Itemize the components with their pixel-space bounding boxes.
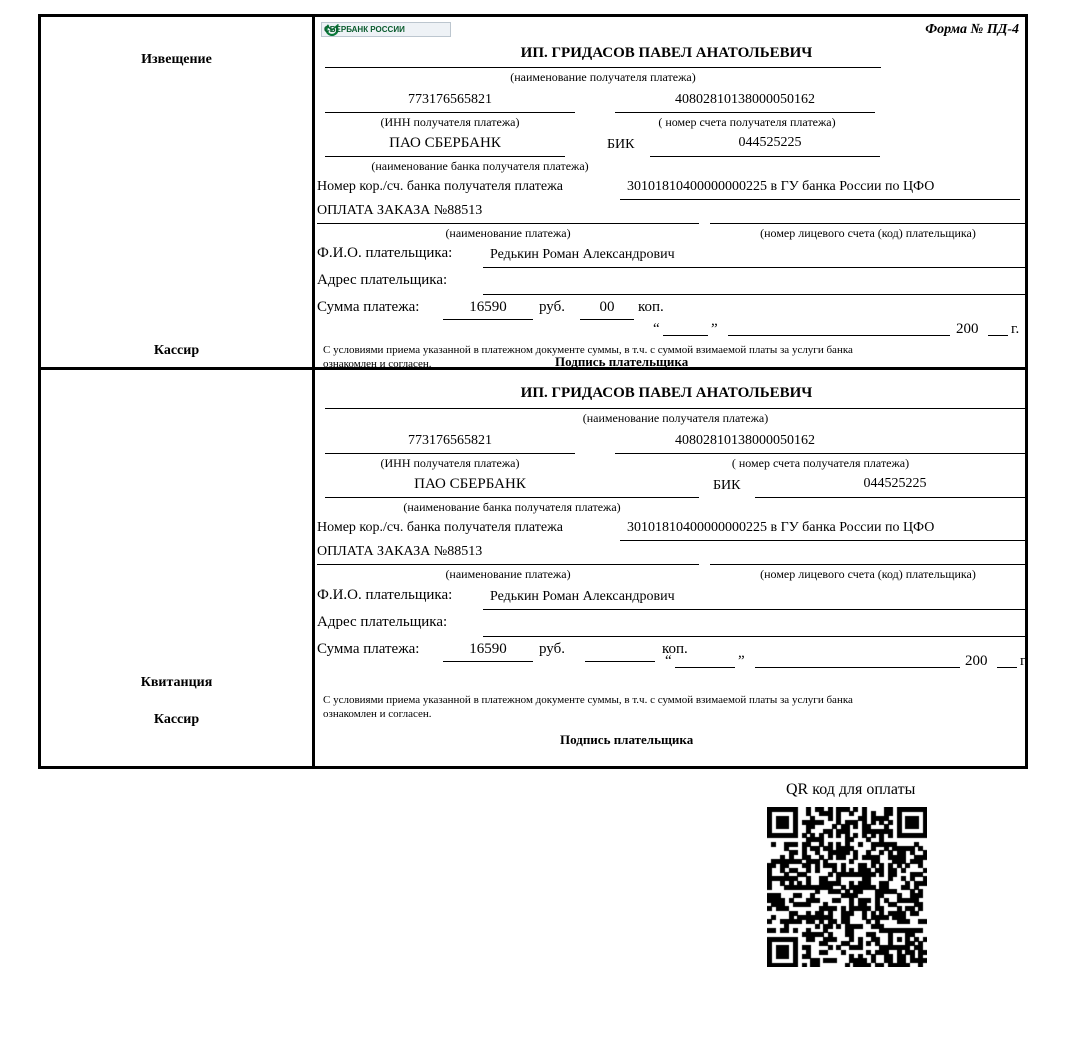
account-rule-top: [615, 112, 875, 113]
bank-name-rule-bottom: [325, 497, 699, 498]
account-value-top: 40802810138000050162: [675, 92, 815, 107]
sberbank-logo-text: СБЕРБАНК РОССИИ: [324, 25, 405, 34]
payer-fio-value-bottom: Редькин Роман Александрович: [490, 588, 675, 604]
date-quote-close-top: ”: [711, 321, 718, 337]
bank-name-rule-top: [325, 156, 565, 157]
payment-form-frame: [38, 14, 1028, 769]
date-day-rule-top: [663, 335, 708, 336]
rub-word-top: руб.: [539, 299, 565, 315]
date-month-rule-bottom: [755, 667, 960, 668]
inn-rule-top: [325, 112, 575, 113]
bik-label-bottom: БИК: [713, 477, 741, 493]
inn-rule-bottom: [325, 453, 575, 454]
payer-address-rule-top: [483, 294, 1026, 295]
label-notice: Извещение: [141, 52, 212, 67]
personal-account-rule-top: [710, 223, 1026, 224]
amount-kop-top: 00: [599, 299, 615, 315]
caption-recipient-name-bottom: (наименование получателя платежа): [582, 410, 769, 425]
conditions-line2-top: ознакомлен и согласен.: [323, 358, 432, 370]
amount-kop-rule-top: [580, 319, 634, 320]
conditions-line2-bottom: ознакомлен и согласен.: [323, 707, 432, 720]
payment-purpose-top: ОПЛАТА ЗАКАЗА №88513: [317, 203, 483, 218]
corr-account-label-top: Номер кор./сч. банка получателя платежа: [317, 179, 563, 194]
inn-value-bottom: 773176565821: [408, 432, 492, 448]
caption-inn-bottom: (ИНН получателя платежа): [380, 455, 520, 470]
bik-value-bottom: 044525225: [863, 475, 927, 491]
payer-fio-label-top: Ф.И.О. плательщика:: [317, 245, 453, 261]
caption-recipient-name-top: (наименование получателя платежа): [510, 70, 696, 84]
payer-address-rule-bottom: [483, 636, 1026, 637]
year-prefix-top: 200: [956, 321, 979, 337]
label-receipt: Квитанция: [140, 674, 213, 690]
bank-name-bottom: ПАО СБЕРБАНК: [414, 475, 526, 492]
recipient-name-bottom: ИП. ГРИДАСОВ ПАВЕЛ АНАТОЛЬЕВИЧ: [520, 384, 813, 401]
qr-title: QR код для оплаты: [786, 781, 916, 798]
bank-name-top: ПАО СБЕРБАНК: [389, 135, 501, 151]
year-prefix-bottom: 200: [965, 652, 988, 669]
notice-half: [41, 17, 1025, 370]
corr-account-rule-top: [620, 199, 1020, 200]
year-rule-top: [988, 335, 1008, 336]
receipt-left-column: [41, 370, 315, 766]
caption-personal-account-top: (номер лицевого счета (код) плательщика): [760, 226, 976, 240]
date-quote-close-bottom: ”: [738, 652, 745, 669]
notice-right-column: [315, 17, 1025, 370]
form-number-top: Форма № ПД-4: [925, 22, 1019, 37]
date-month-rule-top: [728, 335, 950, 336]
corr-account-rule-bottom: [620, 540, 1026, 541]
bik-label-top: БИК: [607, 137, 635, 152]
amount-label-top: Сумма платежа:: [317, 299, 420, 315]
caption-inn-top: (ИНН получателя платежа): [380, 115, 520, 129]
recipient-name-rule-bottom: [325, 408, 1026, 409]
corr-account-label-bottom: Номер кор./сч. банка получателя платежа: [317, 519, 563, 535]
bik-rule-bottom: [755, 497, 1026, 498]
notice-left-column: [41, 17, 315, 367]
label-cashier-bottom: Кассир: [153, 711, 200, 727]
date-quote-open-bottom: “: [665, 652, 672, 669]
qr-code: [767, 807, 927, 967]
inn-value-top: 773176565821: [408, 92, 492, 107]
receipt-half: [41, 370, 1029, 766]
payer-signature-top: Подпись плательщика: [555, 354, 689, 369]
conditions-line1-bottom: С условиями приема указанной в платежном документе суммы, в т.ч. с суммой взимаемой платы за услуги банка: [323, 693, 853, 706]
account-value-bottom: 40802810138000050162: [675, 432, 815, 448]
payer-fio-label-bottom: Ф.И.О. плательщика:: [317, 586, 453, 603]
recipient-name-top: ИП. ГРИДАСОВ ПАВЕЛ АНАТОЛЬЕВИЧ: [520, 45, 813, 61]
rub-word-bottom: руб.: [539, 640, 565, 657]
payer-fio-rule-top: [483, 267, 1026, 268]
payment-purpose-bottom: ОПЛАТА ЗАКАЗА №88513: [317, 543, 483, 559]
account-rule-bottom: [615, 453, 1026, 454]
date-quote-open-top: “: [653, 321, 660, 337]
sberbank-logo: [321, 22, 451, 37]
caption-bank-name-top: (наименование банка получателя платежа): [371, 159, 589, 173]
bik-rule-top: [650, 156, 880, 157]
caption-account-top: ( номер счета получателя платежа): [658, 115, 836, 129]
conditions-line1-top: С условиями приема указанной в платежном документе суммы, в т.ч. с суммой взимаемой платы за услуги банка: [323, 344, 853, 356]
year-rule-bottom: [997, 667, 1017, 668]
payer-address-label-top: Адрес плательщика:: [317, 272, 448, 288]
personal-account-rule-bottom: [710, 564, 1026, 565]
amount-rub-rule-bottom: [443, 661, 533, 662]
payment-purpose-rule-top: [317, 223, 699, 224]
recipient-name-rule-top: [325, 67, 881, 68]
amount-rub-bottom: 16590: [469, 640, 507, 657]
bik-value-top: 044525225: [738, 135, 802, 150]
year-suffix-top: г.: [1011, 321, 1020, 337]
payment-purpose-rule-bottom: [317, 564, 699, 565]
caption-personal-account-bottom: (номер лицевого счета (код) плательщика): [760, 566, 976, 581]
payer-address-label-bottom: Адрес плательщика:: [317, 613, 448, 630]
kop-word-bottom: коп.: [662, 640, 688, 657]
payer-fio-rule-bottom: [483, 609, 1026, 610]
caption-payment-name-bottom: (наименование платежа): [445, 566, 571, 581]
kop-word-top: коп.: [638, 299, 664, 315]
amount-rub-top: 16590: [469, 299, 507, 315]
receipt-right-column: [315, 370, 1029, 766]
year-suffix-bottom: г.: [1020, 652, 1029, 669]
label-cashier-top: Кассир: [153, 343, 200, 358]
amount-kop-rule-bottom: [585, 661, 655, 662]
caption-bank-name-bottom: (наименование банка получателя платежа): [403, 499, 621, 514]
corr-account-value-top: 30101810400000000225 в ГУ банка России по ЦФО: [627, 179, 935, 194]
caption-payment-name-top: (наименование платежа): [445, 226, 571, 240]
date-day-rule-bottom: [675, 667, 735, 668]
amount-label-bottom: Сумма платежа:: [317, 640, 420, 657]
corr-account-value-bottom: 30101810400000000225 в ГУ банка России по ЦФО: [627, 519, 935, 535]
caption-account-bottom: ( номер счета получателя платежа): [731, 455, 910, 470]
amount-rub-rule-top: [443, 319, 533, 320]
payer-fio-value-top: Редькин Роман Александрович: [490, 247, 675, 262]
payer-signature-bottom: Подпись плательщика: [560, 731, 694, 747]
